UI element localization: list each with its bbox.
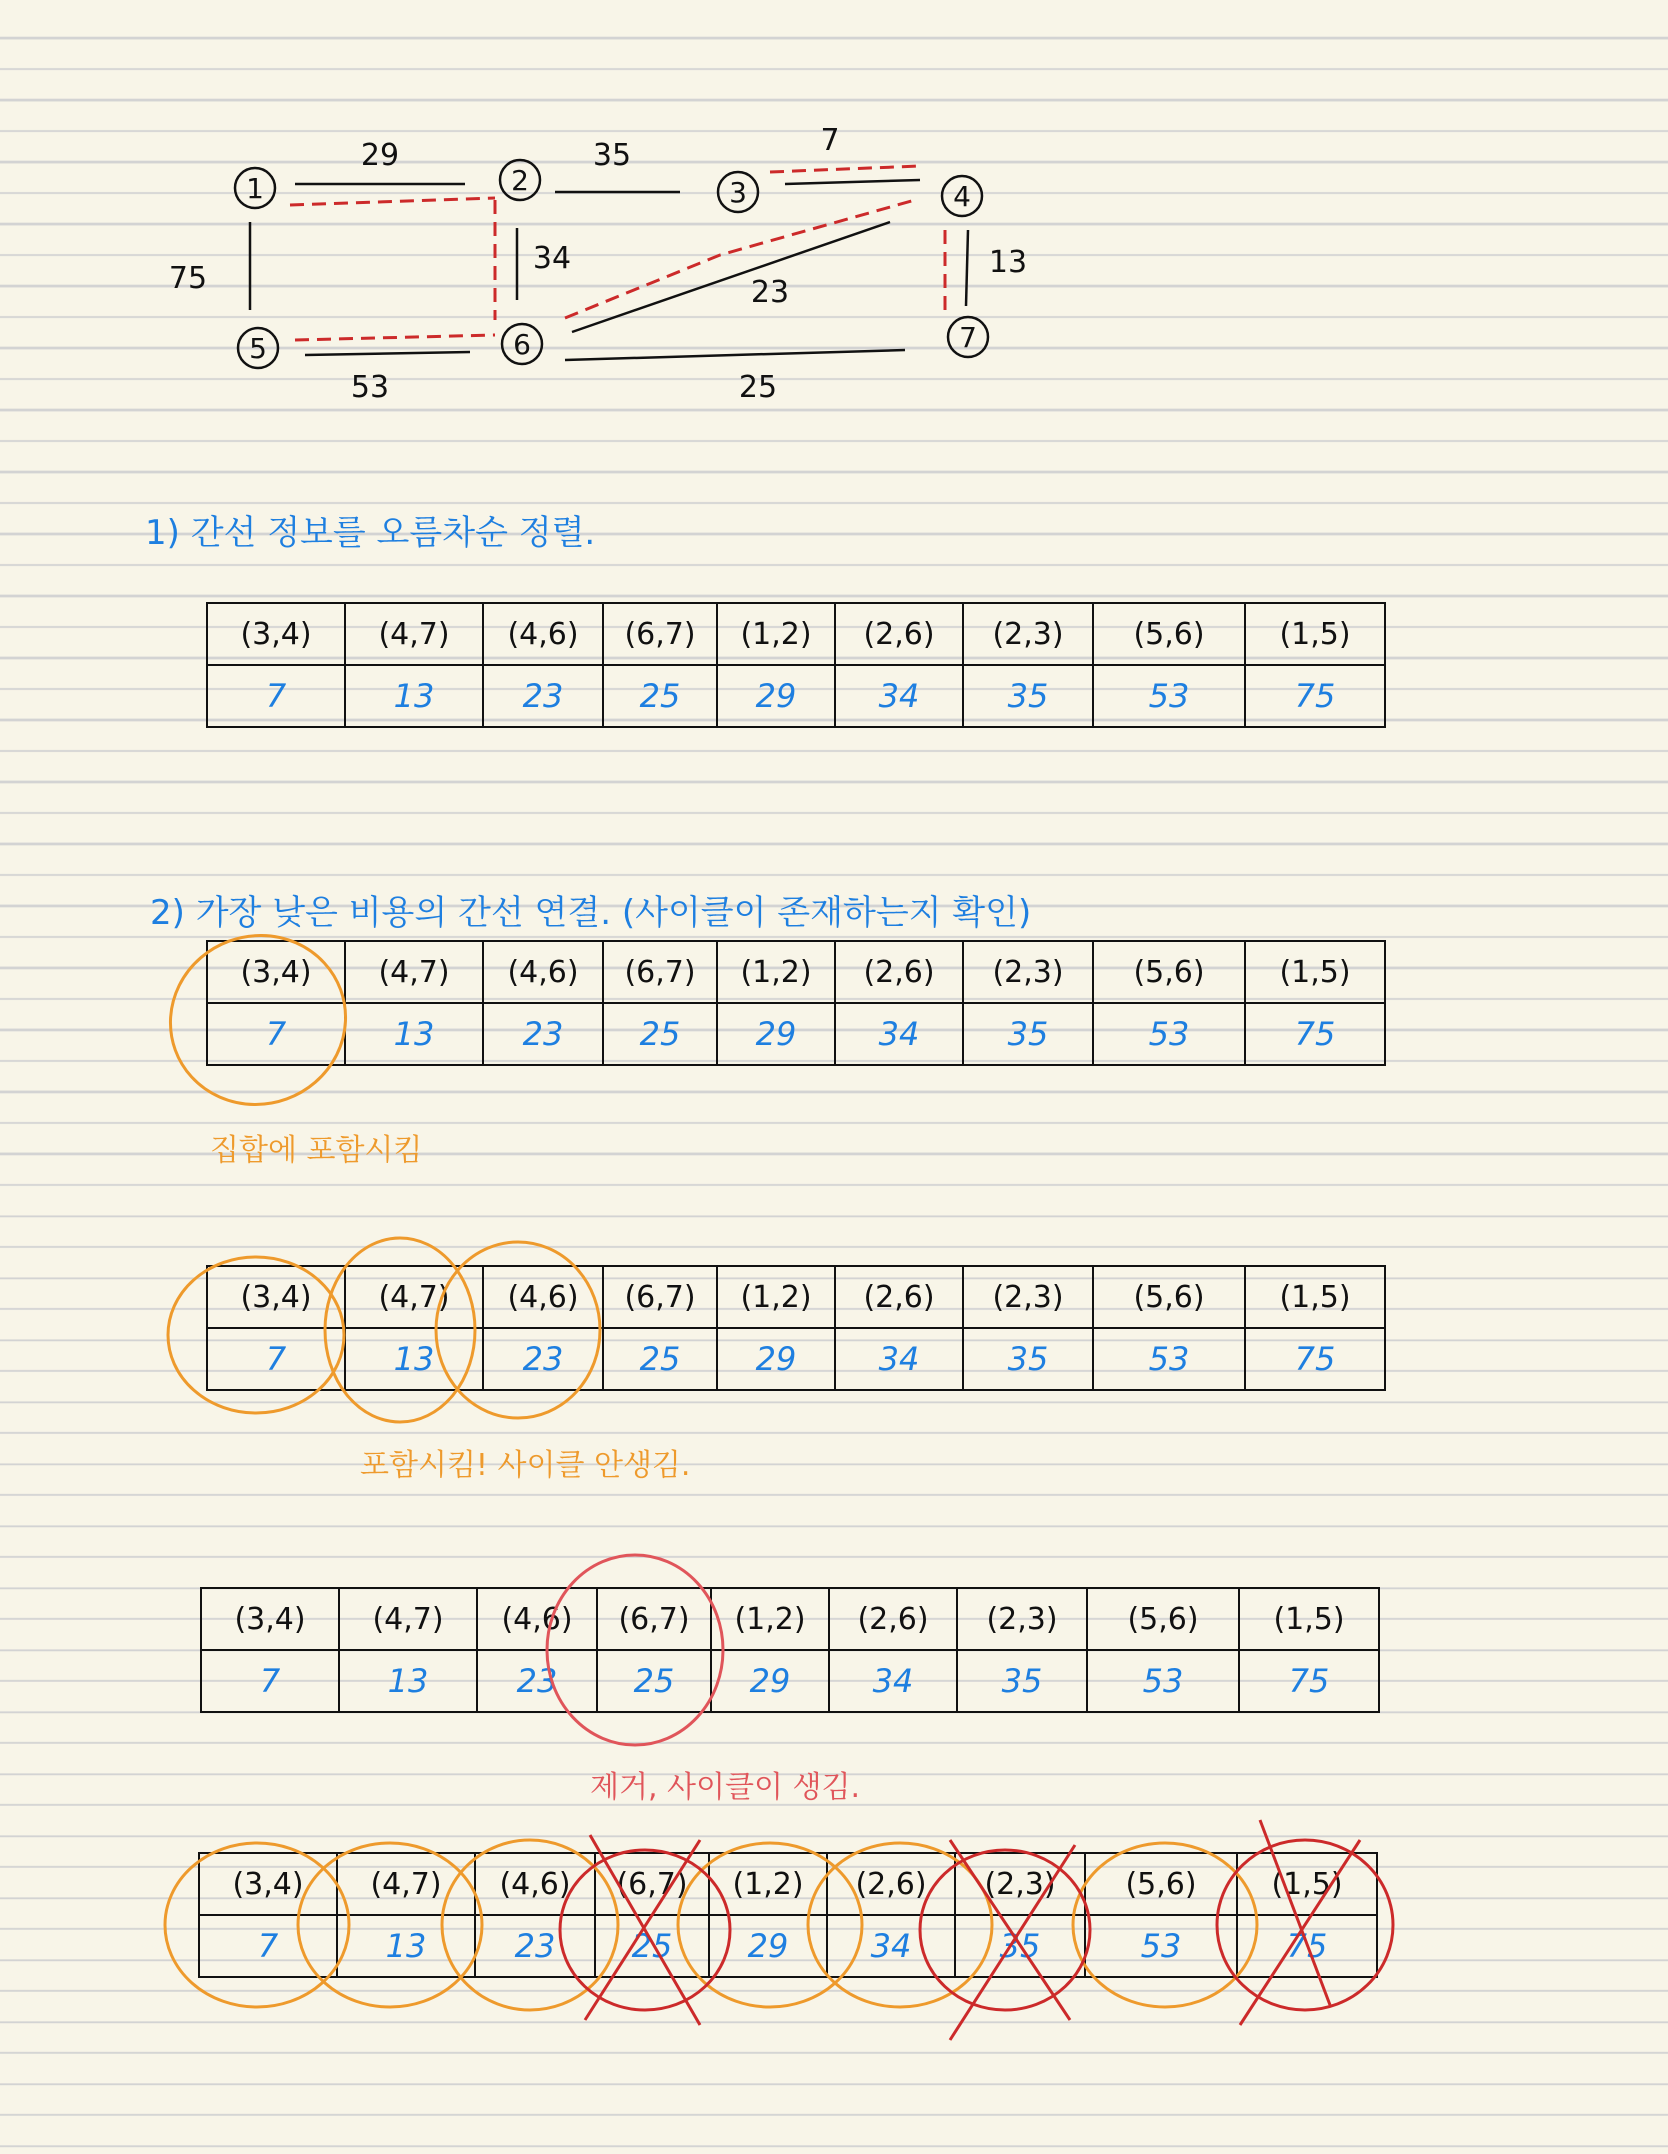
weight-label: 34: [532, 241, 572, 276]
pair-row: [199, 1853, 1377, 1915]
weight-cell: 29: [717, 1003, 835, 1065]
pair-cell: (1,5): [1245, 941, 1385, 1003]
weight-label: 29: [360, 138, 400, 173]
weight-label: 7: [820, 123, 840, 158]
pair-cell: (6,7): [603, 1266, 717, 1328]
pair-cell: (3,4): [207, 941, 345, 1003]
pair-cell: (2,6): [827, 1853, 955, 1915]
weight-label: 35: [592, 138, 632, 173]
weight-cell: 7: [201, 1650, 339, 1712]
weight-row: [199, 1915, 1377, 1977]
pair-cell: (1,5): [1245, 1266, 1385, 1328]
weight-cell: 75: [1239, 1650, 1379, 1712]
weight-cell: 34: [827, 1915, 955, 1977]
pair-cell: (4,7): [345, 941, 483, 1003]
pair-cell: (1,2): [709, 1853, 827, 1915]
edge-table-step4: [200, 1587, 1380, 1713]
weight-cell: 75: [1237, 1915, 1377, 1977]
pair-cell: (4,6): [483, 603, 603, 665]
pair-cell: (6,7): [595, 1853, 709, 1915]
pair-cell: (5,6): [1085, 1853, 1237, 1915]
weight-cell: 13: [339, 1650, 477, 1712]
pair-row: [207, 603, 1385, 665]
step1-heading: 1) 간선 정보를 오름차순 정렬.: [145, 513, 596, 553]
pair-cell: (2,6): [835, 941, 963, 1003]
pair-cell: (5,6): [1093, 603, 1245, 665]
weight-cell: 25: [597, 1650, 711, 1712]
pair-cell: (5,6): [1087, 1588, 1239, 1650]
pair-cell: (3,4): [207, 1266, 345, 1328]
weight-row: [207, 1328, 1385, 1390]
weight-cell: 25: [603, 665, 717, 727]
weight-row: [201, 1650, 1379, 1712]
pair-cell: (1,2): [717, 941, 835, 1003]
pair-cell: (6,7): [603, 941, 717, 1003]
pair-row: [207, 941, 1385, 1003]
weight-label: 25: [738, 370, 778, 405]
weight-cell: 7: [199, 1915, 337, 1977]
weight-cell: 23: [483, 1328, 603, 1390]
weight-cell: 34: [829, 1650, 957, 1712]
pair-cell: (3,4): [207, 603, 345, 665]
weight-cell: 23: [483, 1003, 603, 1065]
pair-cell: (6,7): [603, 603, 717, 665]
pair-row: [201, 1588, 1379, 1650]
pair-cell: (3,4): [201, 1588, 339, 1650]
weight-cell: 35: [963, 665, 1093, 727]
note-included: 집합에 포함시킴: [210, 1133, 423, 1168]
pair-cell: (1,2): [711, 1588, 829, 1650]
note-removed: 제거, 사이클이 생김.: [590, 1770, 860, 1805]
pair-cell: (2,3): [963, 1266, 1093, 1328]
node-label: 5: [249, 332, 267, 365]
weight-cell: 25: [603, 1328, 717, 1390]
weight-cell: 23: [483, 665, 603, 727]
weight-cell: 29: [717, 1328, 835, 1390]
weight-cell: 13: [337, 1915, 475, 1977]
weight-cell: 53: [1085, 1915, 1237, 1977]
note-no-cycle: 포함시킴! 사이클 안생김.: [360, 1448, 691, 1483]
edge-table-step2: [206, 940, 1386, 1066]
weight-cell: 7: [207, 1328, 345, 1390]
pair-cell: (4,7): [345, 1266, 483, 1328]
weight-label: 53: [350, 370, 390, 405]
weight-label: 75: [168, 261, 208, 296]
weight-cell: 29: [711, 1650, 829, 1712]
weight-cell: 75: [1245, 665, 1385, 727]
pair-cell: (1,5): [1237, 1853, 1377, 1915]
weight-cell: 29: [709, 1915, 827, 1977]
weight-cell: 75: [1245, 1328, 1385, 1390]
weight-row: [207, 665, 1385, 727]
pair-cell: (2,6): [835, 603, 963, 665]
weight-cell: 75: [1245, 1003, 1385, 1065]
weight-cell: 7: [207, 1003, 345, 1065]
weight-label: 13: [988, 245, 1028, 280]
step2-heading: 2) 가장 낮은 비용의 간선 연결. (사이클이 존재하는지 확인): [150, 893, 1032, 933]
node-label: 1: [246, 172, 264, 205]
pair-cell: (1,2): [717, 1266, 835, 1328]
weight-cell: 25: [603, 1003, 717, 1065]
graph-diagram: [0, 0, 1668, 420]
pair-cell: (4,6): [477, 1588, 597, 1650]
weight-cell: 13: [345, 665, 483, 727]
pair-cell: (4,6): [475, 1853, 595, 1915]
edge-4-6: [572, 222, 890, 332]
weight-cell: 13: [345, 1328, 483, 1390]
pair-cell: (5,6): [1093, 941, 1245, 1003]
node-label: 6: [513, 328, 531, 361]
pair-cell: (1,2): [717, 603, 835, 665]
pair-cell: (6,7): [597, 1588, 711, 1650]
pair-cell: (3,4): [199, 1853, 337, 1915]
weight-cell: 34: [835, 1328, 963, 1390]
edge-3-4: [785, 180, 920, 184]
pair-cell: (2,3): [955, 1853, 1085, 1915]
weight-label: 23: [750, 275, 790, 310]
weight-cell: 25: [595, 1915, 709, 1977]
weight-cell: 34: [835, 1003, 963, 1065]
weight-cell: 53: [1093, 1328, 1245, 1390]
weight-cell: 35: [963, 1328, 1093, 1390]
weight-cell: 23: [477, 1650, 597, 1712]
edge-table-step3: [206, 1265, 1386, 1391]
weight-cell: 53: [1093, 1003, 1245, 1065]
pair-cell: (4,7): [339, 1588, 477, 1650]
pair-cell: (2,6): [835, 1266, 963, 1328]
weight-cell: 34: [835, 665, 963, 727]
node-label: 4: [953, 180, 971, 213]
edge-table-sorted: [206, 602, 1386, 728]
weight-cell: 35: [955, 1915, 1085, 1977]
node-label: 2: [511, 164, 529, 197]
weight-cell: 35: [963, 1003, 1093, 1065]
pair-cell: (4,7): [337, 1853, 475, 1915]
node-label: 7: [959, 321, 977, 354]
edge-4-7: [966, 230, 968, 306]
pair-cell: (1,5): [1239, 1588, 1379, 1650]
weight-cell: 13: [345, 1003, 483, 1065]
pair-row: [207, 1266, 1385, 1328]
pair-cell: (2,3): [963, 941, 1093, 1003]
weight-cell: 7: [207, 665, 345, 727]
weight-cell: 53: [1087, 1650, 1239, 1712]
pair-cell: (5,6): [1093, 1266, 1245, 1328]
weight-row: [207, 1003, 1385, 1065]
pair-cell: (2,3): [957, 1588, 1087, 1650]
edge-5-6: [305, 352, 470, 355]
edge-table-final: [198, 1852, 1378, 1978]
pair-cell: (4,6): [483, 941, 603, 1003]
weight-cell: 23: [475, 1915, 595, 1977]
pair-cell: (4,7): [345, 603, 483, 665]
weight-cell: 35: [957, 1650, 1087, 1712]
pair-cell: (2,3): [963, 603, 1093, 665]
edge-6-7: [565, 350, 905, 360]
weight-cell: 29: [717, 665, 835, 727]
pair-cell: (1,5): [1245, 603, 1385, 665]
pair-cell: (2,6): [829, 1588, 957, 1650]
node-label: 3: [729, 176, 747, 209]
pair-cell: (4,6): [483, 1266, 603, 1328]
weight-cell: 53: [1093, 665, 1245, 727]
